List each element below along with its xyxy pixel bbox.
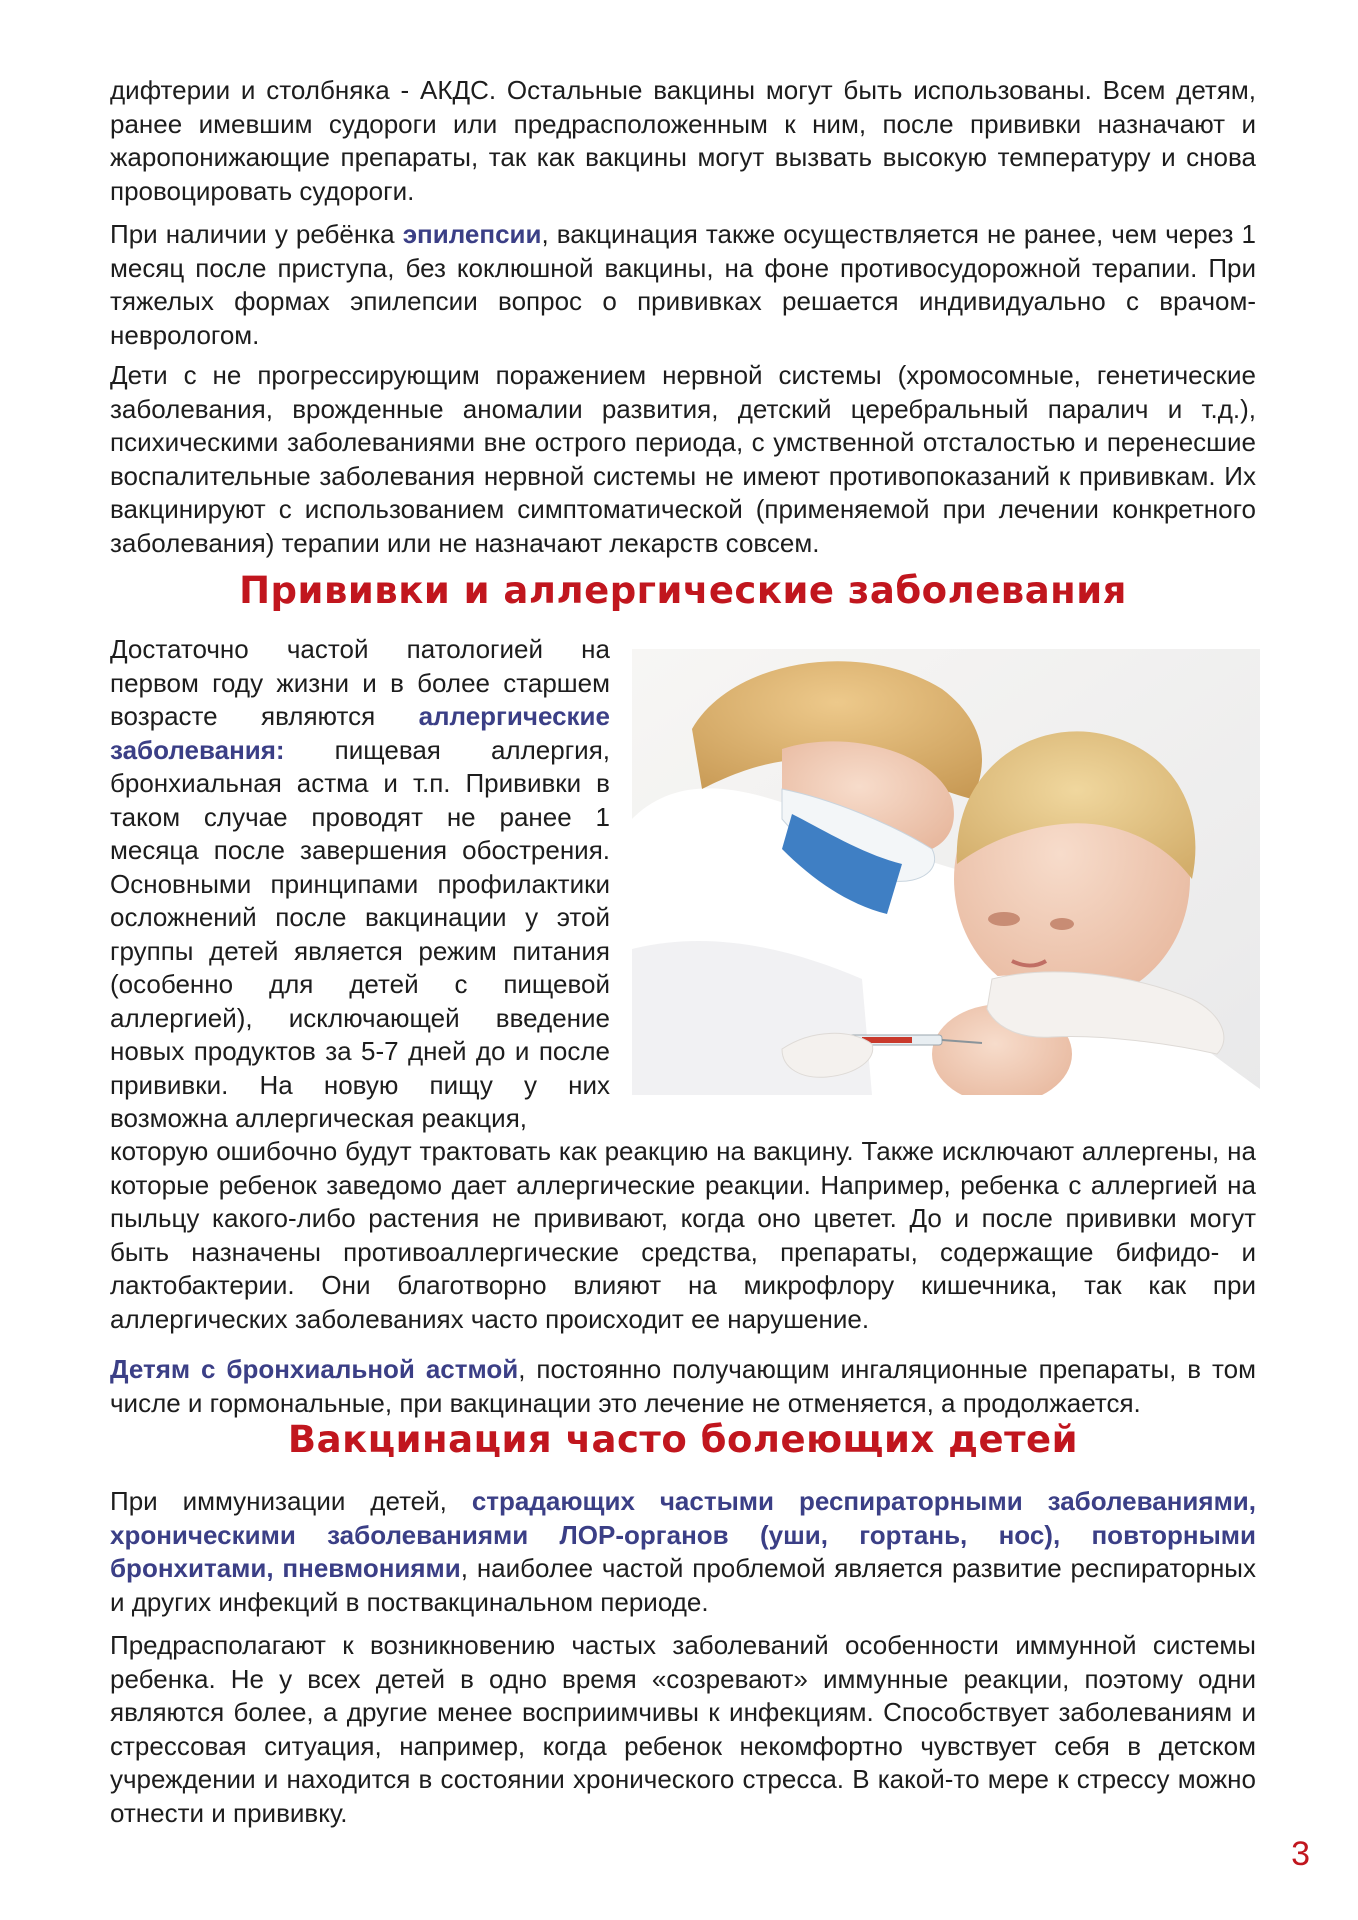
allergy-wide-column: [110, 1135, 1256, 1420]
intro-p2-text-b: , вакцинация также осуществляется не ранее, чем через 1 месяц после приступа, без коклюшной вакцины, на фоне противосудорожной терапии. При тяжелых формах эпилепсии вопрос о прививках решается индивидуально с врачом-неврологом.: [110, 219, 1256, 350]
intro-paragraph-3: Дети с не прогрессирующим поражением нервной системы (хромосомные, генетические заболевания, врожденные аномалии развития, детский церебральный паралич и т.д.), психическими заболеваниями вне острого периода, с умственной отсталостью и перенесшие воспалительные заболевания нервной системы не имеют противопоказаний к прививкам. Их вакцинируют с использованием симптоматической (применяемой при лечении конкретного заболевания) терапии или не назначают лекарств совсем.: [110, 360, 1256, 558]
frequent-p1-text-a: При иммунизации детей,: [110, 1486, 472, 1516]
allergy-heading: Прививки и аллергические заболевания: [239, 569, 1127, 612]
frequent-paragraph-2: Предрасполагают к возникновению частых заболеваний особенности иммунной системы ребенка. Не у всех детей в одно время «созревают» иммунные реакции, поэтому одни являются более, а другие менее восприимчивы к инфекциям. Способствует заболеваниям и стрессовая ситуация, например, когда ребенок некомфортно чувствует себя в детском учреждении и находится в состоянии хронического стресса. В какой-то мере к стрессу можно отнести и прививку.: [110, 1630, 1256, 1828]
epilepsy-highlight: эпилепсии: [402, 219, 542, 249]
allergy-paragraph-2: [110, 1353, 1256, 1420]
vaccination-photo: [632, 649, 1260, 1095]
vaccination-illustration: [632, 649, 1260, 1095]
frequent-p1-text-b: , наиболее частой проблемой является развитие респираторных и других инфекций в поствакцинальном периоде.: [110, 1553, 1256, 1617]
frequent-diseases-highlight: страдающих частыми респираторными заболеваниями, хроническими заболеваниями ЛОР-органов (уши, гортань, нос), повторными бронхитами, пневмониями: [110, 1486, 1257, 1583]
allergy-p1-text-a: Достаточно частой патологией на первом году жизни и в более старшем возрасте являются: [110, 634, 610, 731]
allergic-diseases-highlight: аллергические заболевания:: [110, 701, 610, 765]
allergy-paragraph-1-continued: которую ошибочно будут трактовать как реакцию на вакцину. Также исключают аллергены, на которые ребенок заведомо дает аллергические реакции. Например, ребенка с аллергией на пыльцу какого-либо растения не прививают, когда оно цветет. До и после прививки могут быть назначены противоаллергические средства, препараты, содержащие бифидо- и лактобактерии. Они благотворно влияют на микрофлору кишечника, так как при аллергических заболеваниях часто происходит ее нарушение.: [110, 1136, 1256, 1334]
allergy-p1-text-b: пищевая аллергия, бронхиальная астма и т.п. Прививки в таком случае проводят не ранее 1 месяца после завершения обострения. Основными принципами профилактики осложнений после вакцинации у этой группы детей является режим питания (особенно для детей с пищевой аллергией), исключающей введение новых продуктов за 5-7 дней до и после прививки. На новую пищу у них возможна аллергическая реакция,: [110, 734, 610, 1133]
frequent-illness-section: [110, 1485, 1256, 1830]
intro-paragraph-1: дифтерии и столбняка - АКДС. Остальные вакцины могут быть использованы. Всем детям, ранее имевшим судороги или предрасположенным к ним, после прививки назначают и жаропонижающие препараты, так как вакцины могут вызвать высокую температуру и снова провоцировать судороги.: [110, 75, 1256, 206]
intro-section: [110, 74, 1256, 560]
asthma-highlight: Детям с бронхиальной астмой: [110, 1354, 519, 1384]
allergy-paragraph-1: [110, 633, 610, 1136]
frequent-illness-heading: Вакцинация часто болеющих детей: [287, 1418, 1079, 1461]
intro-p2-text-a: При наличии у ребёнка: [110, 219, 403, 249]
page-number: 3: [1291, 1835, 1310, 1873]
frequent-paragraph-1: [110, 1485, 1256, 1619]
allergy-p2-text-b: , постоянно получающим ингаляционные препараты, в том числе и гормональные, при вакцинации это лечение не отменяется, а продолжается.: [110, 1354, 1256, 1418]
intro-paragraph-2: [110, 218, 1256, 352]
allergy-narrow-column: [110, 633, 610, 1136]
